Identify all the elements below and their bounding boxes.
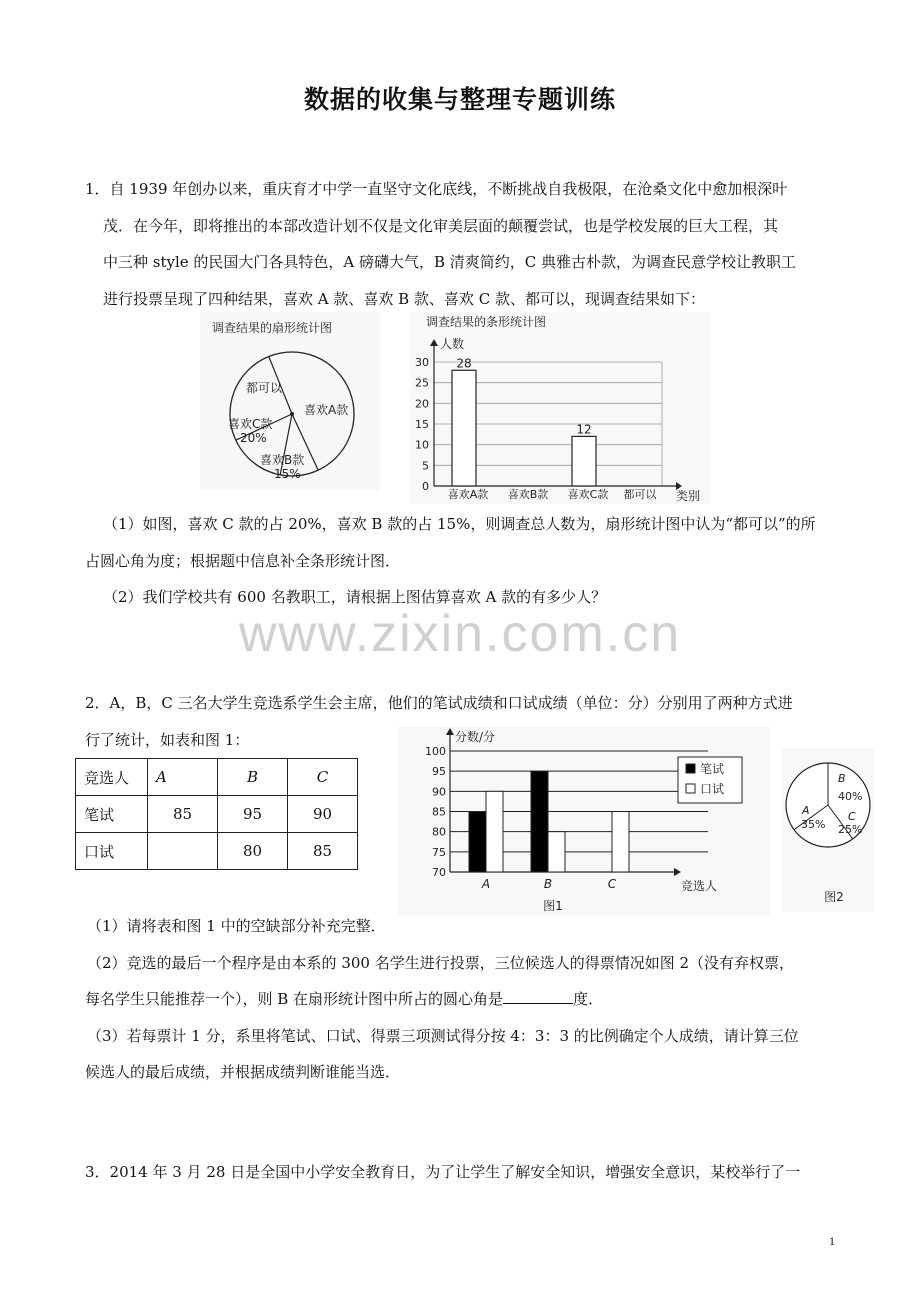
q2-figure2-pie-chart xyxy=(782,748,874,912)
pie-slice-label: 都可以 xyxy=(246,381,283,395)
y-axis-label: 分数/分 xyxy=(455,730,496,744)
legend-label: 口试 xyxy=(700,782,725,796)
q1-bar-title: 调查结果的条形统计图 xyxy=(426,315,547,329)
table-cell-blank xyxy=(148,833,218,870)
figure-caption: 图2 xyxy=(824,890,844,904)
page-number: 1 xyxy=(829,1234,835,1248)
y-tick-label: 90 xyxy=(432,785,446,799)
x-tick-label: 都可以 xyxy=(623,488,657,501)
q1-sub1-line-1: （1）如图，喜欢 C 款的占 20%，喜欢 B 款的占 15%，则调查总人数为，扇形统计图中认为“都可以”的所 xyxy=(103,515,816,533)
pie-slice-label: B xyxy=(838,772,846,785)
table-row xyxy=(76,833,358,870)
table-cell: B xyxy=(218,759,288,796)
q2-line-2: 行了统计，如表和图 1： xyxy=(85,730,250,749)
x-tick-label: 喜欢A款 xyxy=(447,488,489,501)
q2-score-table xyxy=(75,758,358,870)
q1-pie-title: 调查结果的扇形统计图 xyxy=(212,321,333,335)
y-tick-label: 5 xyxy=(422,459,429,473)
bar xyxy=(572,436,596,486)
pie-slice-label: C xyxy=(848,810,856,823)
q1-line-3: 中三种 style 的民国大门各具特色，A 磅礴大气，B 清爽简约，C 典雅古朴款，为调查民意学校让教职工 xyxy=(103,253,797,271)
y-tick-label: 85 xyxy=(432,805,446,819)
bar xyxy=(548,832,565,872)
table-cell: 85 xyxy=(148,796,218,833)
legend-label: 笔试 xyxy=(700,762,725,776)
bar xyxy=(469,812,486,873)
q2-sub1: （1）请将表和图 1 中的空缺部分补充完整． xyxy=(87,917,386,935)
q2-line-1: 2．A，B，C 三名大学生竞选系学生会主席，他们的笔试成绩和口试成绩（单位：分）分别用了两种方式进 xyxy=(85,694,793,712)
bar-value-label: 12 xyxy=(576,422,592,437)
q2-sub3-line-1: （3）若每票计 1 分，系里将笔试、口试、得票三项测试得分按 4：3：3 的比例确定个人成绩，请计算三位 xyxy=(87,1026,799,1045)
pie-slice-label: 喜欢C款 xyxy=(228,417,273,431)
legend-swatch xyxy=(686,784,695,793)
legend-swatch xyxy=(686,764,695,773)
q2-subquestions xyxy=(85,908,845,1091)
q2-sub2-line-1: （2）竞选的最后一个程序是由本系的 300 名学生进行投票，三位候选人的得票情况如图 2（没有弃权票， xyxy=(87,953,795,972)
q1-line-1: 1．自 1939 年创办以来，重庆育才中学一直坚守文化底线，不断挑战自我极限，在沧桑文化中愈加根深叶 xyxy=(85,180,788,198)
x-axis-label: 类别 xyxy=(676,489,701,503)
bar xyxy=(486,791,503,872)
y-tick-label: 25 xyxy=(415,376,429,390)
table-cell: A xyxy=(148,759,218,796)
table-cell: 竞选人 xyxy=(76,759,148,796)
figure-caption: 图1 xyxy=(543,899,563,913)
table-cell: 90 xyxy=(288,796,358,833)
x-tick-label: 喜欢C款 xyxy=(567,488,609,501)
table-cell: 85 xyxy=(288,833,358,870)
table-cell: 80 xyxy=(218,833,288,870)
q2-sub2-text: 每名学生只能推荐一个），则 B 在扇形统计图中所占的圆心角是 xyxy=(85,990,504,1008)
y-tick-label: 10 xyxy=(415,438,429,452)
x-tick-label: A xyxy=(481,877,491,891)
bar-value-label: 28 xyxy=(456,356,472,371)
y-tick-label: 70 xyxy=(432,866,446,879)
y-tick-label: 0 xyxy=(422,480,429,493)
y-tick-label: 80 xyxy=(432,825,446,839)
pie-slice-label: 喜欢A款 xyxy=(304,403,349,417)
pie-slice-value: 25% xyxy=(838,823,863,836)
q2-sub2-line-2 xyxy=(85,981,845,1018)
q2-sub3-line-2: 候选人的最后成绩，并根据成绩判断谁能当选． xyxy=(85,1063,401,1081)
q3-stem xyxy=(85,1154,845,1191)
x-axis-label: 竞选人 xyxy=(681,879,718,893)
bar xyxy=(531,771,548,872)
x-tick-label: B xyxy=(543,877,553,891)
table-row xyxy=(76,796,358,833)
y-tick-label: 30 xyxy=(415,356,429,369)
y-tick-label: 100 xyxy=(425,745,446,758)
q1-stem xyxy=(85,171,845,317)
bar xyxy=(612,812,629,873)
y-tick-label: 75 xyxy=(432,845,446,859)
pie-slice-label: 喜欢B款 xyxy=(260,453,305,467)
q3-line-1: 3．2014 年 3 月 28 日是全国中小学安全教育日，为了让学生了解安全知识，增强安全意识，某校举行了一 xyxy=(85,1163,801,1181)
q1-line-4: 进行投票呈现了四种结果，喜欢 A 款、喜欢 B 款、喜欢 C 款、都可以，现调查结果如下： xyxy=(103,289,705,308)
table-cell: 95 xyxy=(218,796,288,833)
y-tick-label: 15 xyxy=(415,418,429,431)
pie-slice-label: A xyxy=(802,804,810,817)
pie-slice-value: 15% xyxy=(274,467,301,481)
pie-slice-value: 20% xyxy=(240,431,267,445)
page-title: 数据的收集与整理专题训练 xyxy=(303,85,616,114)
answer-blank[interactable] xyxy=(503,989,573,1004)
table-cell: 笔试 xyxy=(76,796,148,833)
q1-subquestions xyxy=(85,506,845,616)
q1-sub2: （2）我们学校共有 600 名教职工，请根据上图估算喜欢 A 款的有多少人？ xyxy=(103,588,607,606)
pie-slice-value: 35% xyxy=(801,818,826,831)
pie-slice-value: 40% xyxy=(838,790,863,803)
q1-pie-chart xyxy=(200,312,380,490)
x-tick-label: C xyxy=(607,877,617,891)
table-header-row xyxy=(76,759,358,796)
y-axis-label: 人数 xyxy=(440,337,465,351)
table-cell: 口试 xyxy=(76,833,148,870)
watermark: www.zixin.com.cn xyxy=(238,605,682,663)
bar xyxy=(452,370,476,486)
x-tick-label: 喜欢B款 xyxy=(507,488,549,501)
q1-sub1-line-2: 占圆心角为度；根据题中信息补全条形统计图． xyxy=(85,551,401,570)
y-tick-label: 20 xyxy=(415,397,429,411)
q1-line-2: 茂．在今年，即将推出的本部改造计划不仅是文化审美层面的颠覆尝试，也是学校发展的巨大工程，其 xyxy=(103,216,779,235)
table-cell: C xyxy=(288,759,358,796)
y-tick-label: 95 xyxy=(432,765,446,779)
q2-figure1-bar-chart xyxy=(398,727,770,915)
pie-center xyxy=(290,412,294,416)
q1-bar-chart xyxy=(410,312,710,504)
q2-sub2-unit: 度． xyxy=(573,990,604,1008)
